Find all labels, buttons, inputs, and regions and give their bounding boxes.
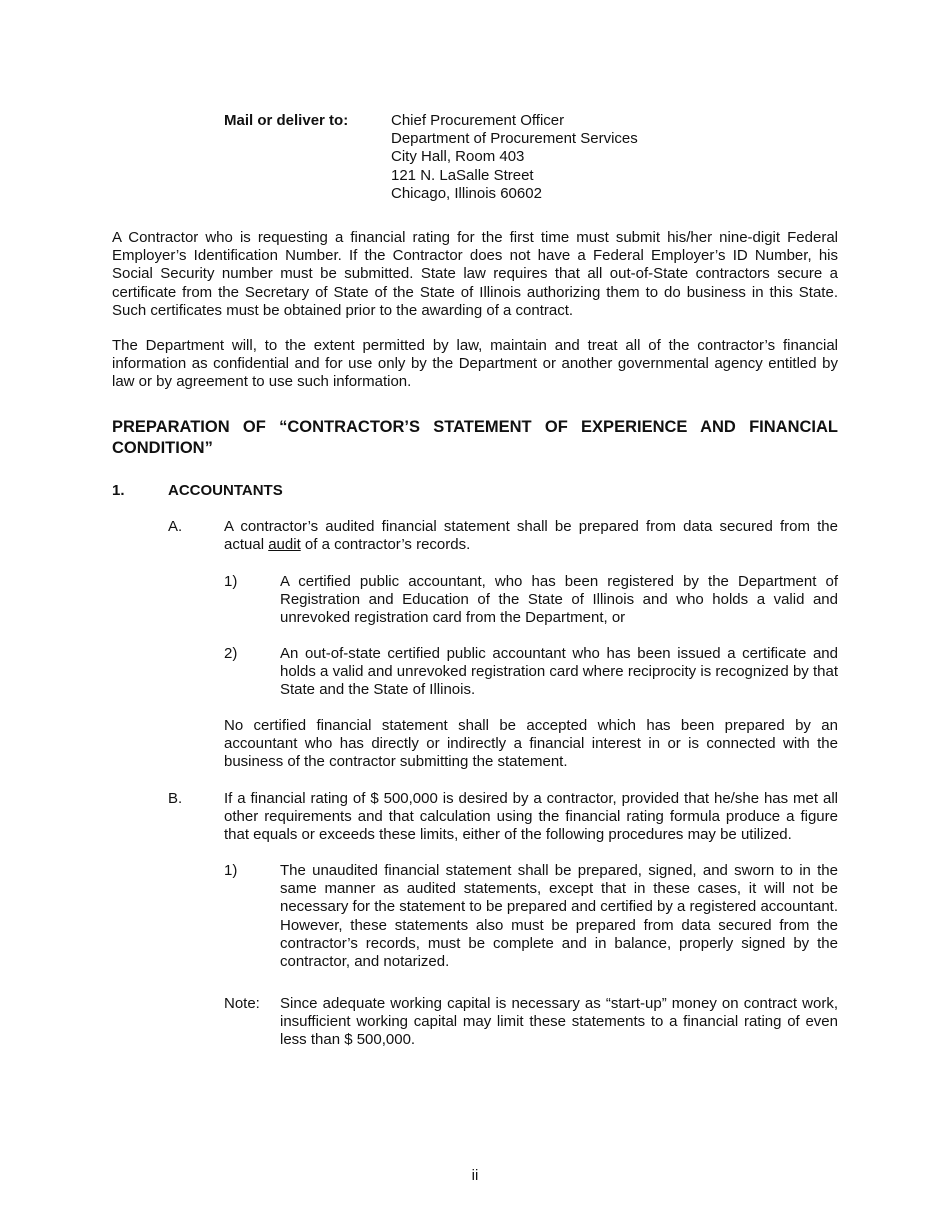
address-line: Department of Procurement Services [391, 130, 638, 148]
subsection-a-text: A contractor’s audited financial statement shall be prepared from data secured from the actual audit of a contractor’s records. [224, 518, 838, 554]
address-line: 121 N. LaSalle Street [391, 166, 534, 184]
mailing-address [391, 112, 638, 203]
page-number: ii [471, 1167, 479, 1184]
address-line: Chief Procurement Officer [391, 112, 565, 129]
section-number: 1. [112, 482, 125, 499]
paragraph-federal-id: A Contractor who is requesting a financial rating for the first time must submit his/her nine-digit Federal Employer’s Identification Number. If the Contractor does not have a Federal Employer’s ID Number, his Social Security number must be submitted. State law requires that all out-of-State contractors secure a certificate from the Secretary of State of the State of Illinois authorizing them to do business in this State. Such certificates must be obtained prior to the awarding of a contract. [112, 229, 838, 319]
item-marker: 1) [224, 862, 238, 879]
item-marker: 1) [224, 573, 238, 590]
item-marker: A. [168, 518, 183, 535]
list-item-text: A certified public accountant, who has been registered by the Department of Registration and Education of the State of Illinois and who holds a valid and unrevoked registration card from the Department, or [280, 573, 838, 627]
list-item-text: The unaudited financial statement shall be prepared, signed, and sworn to in the same manner as audited statements, except that in these cases, it will not be necessary for the statement to be prepared and certified by a registered accountant. However, these statements also must be prepared from data secured from the contractor’s records, must be complete and in balance, properly signed by the contractor, and notarized. [280, 862, 838, 971]
mail-label: Mail or deliver to: [224, 112, 349, 129]
paragraph-confidentiality: The Department will, to the extent permitted by law, maintain and treat all of the contractor’s financial information as confidential and for use only by the Department or another governmental agency entitled by law or by agreement to use such information. [112, 337, 838, 391]
section-heading: PREPARATION OF “CONTRACTOR’S STATEMENT OF EXPERIENCE AND FINANCIAL CONDITION” [112, 418, 838, 457]
item-marker: B. [168, 790, 183, 807]
note-text: Since adequate working capital is necessary as “start-up” money on contract work, insufficient working capital may limit these statements to a financial rating of even less than $ 500,000. [280, 995, 838, 1049]
note-marker: Note: [224, 995, 260, 1012]
subsection-a-closing: No certified financial statement shall be accepted which has been prepared by an accountant who has directly or indirectly a financial interest in or is connected with the business of the contractor submitting the statement. [224, 717, 838, 771]
list-item-text: An out-of-state certified public accountant who has been issued a certificate and holds a valid and unrevoked registration card where reciprocity is recognized by that State and the State of Illinois. [280, 645, 838, 699]
address-line: City Hall, Room 403 [391, 148, 525, 166]
address-line: Chicago, Illinois 60602 [391, 184, 542, 202]
subsection-b-text: If a financial rating of $ 500,000 is desired by a contractor, provided that he/she has met all other requirements and that calculation using the financial rating formula produce a figure that equals or exceeds these limits, either of the following procedures may be utilized. [224, 790, 838, 844]
section-title: ACCOUNTANTS [168, 482, 283, 499]
underlined-word: audit [268, 536, 301, 554]
item-marker: 2) [224, 645, 238, 662]
